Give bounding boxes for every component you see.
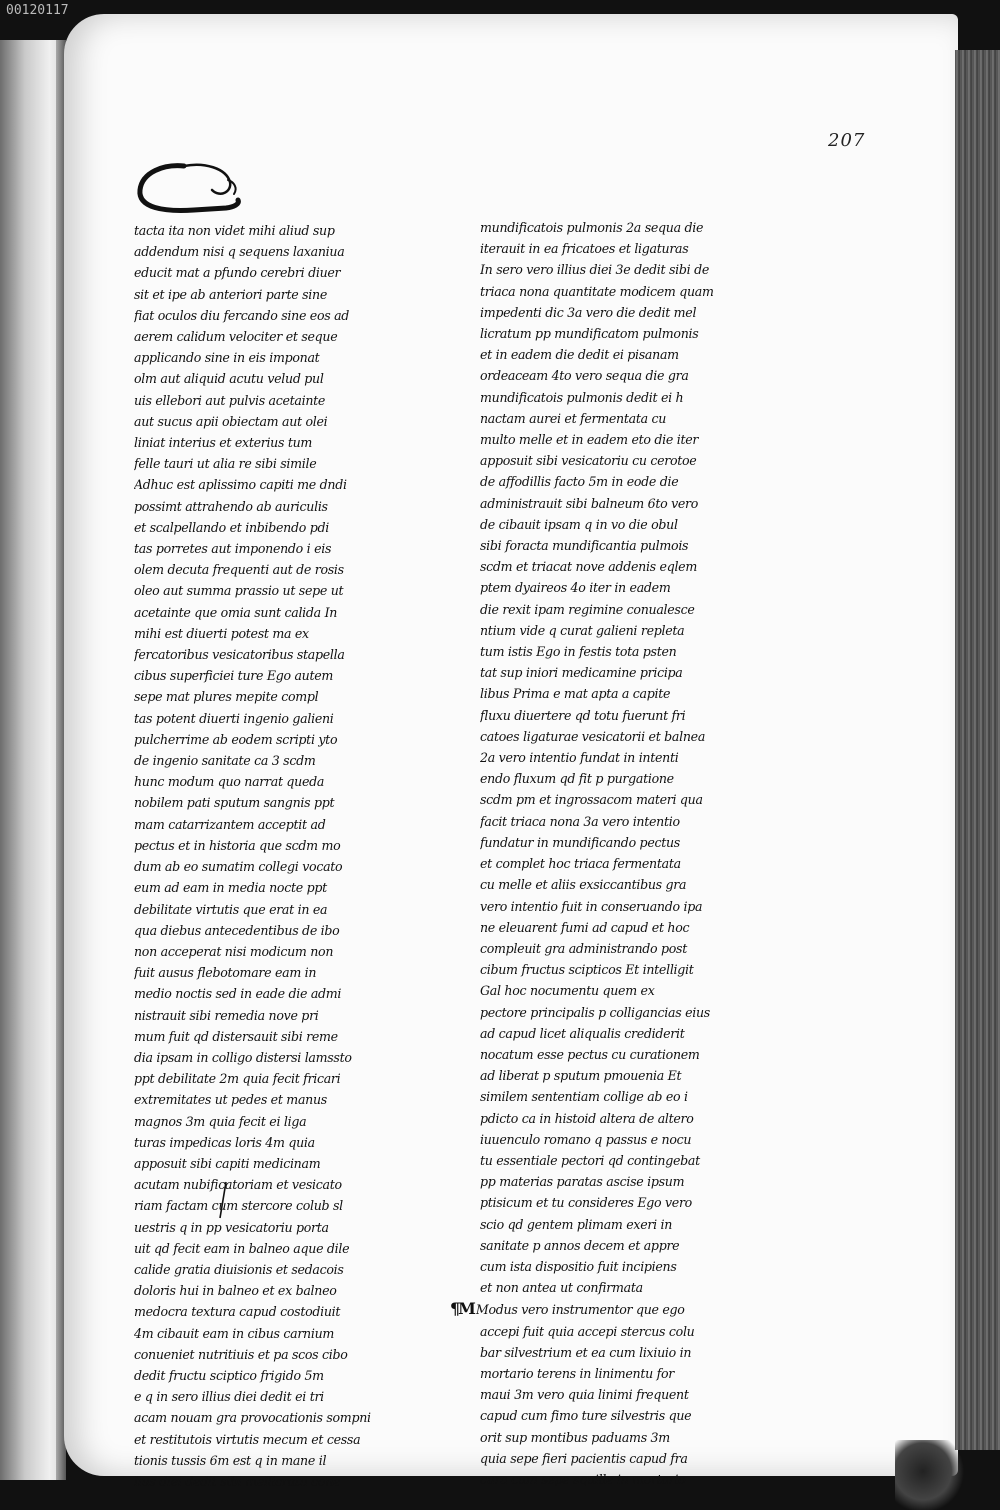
left-column-line: liniat interius et exterius tum <box>134 435 313 451</box>
right-column-line: catoes ligaturae vesicatorii et balnea <box>480 728 706 744</box>
right-column-line: impedenti dic 3a vero die dedit mel <box>480 304 697 320</box>
left-column-line: debilitate virtutis que erat in ea <box>134 901 328 917</box>
decorated-initial <box>134 160 244 216</box>
section-mark: ¶M <box>450 1299 474 1319</box>
right-column-line: scio qd gentem plimam exeri in <box>480 1216 673 1232</box>
right-column-line: tu essentiale pectori qd contingebat <box>480 1152 700 1168</box>
right-column-line: sanitate p annos decem et appre <box>480 1237 680 1253</box>
left-column-line: applicando sine in eis imponat <box>134 350 320 366</box>
left-column-line: dedit fructu sciptico frigido 5m <box>134 1367 324 1383</box>
left-column-line: acam nouam gra provocationis sompni <box>134 1410 371 1426</box>
left-column-line: de ingenio sanitate ca 3 scdm <box>134 753 316 769</box>
right-column-line: administrauit sibi balneum 6to vero <box>480 495 699 511</box>
right-column-line: scdm pm et ingrossacom materi qua <box>480 792 703 808</box>
left-column-line: mihi est diuerti potest ma ex <box>134 625 309 641</box>
left-column-line: addendum nisi q sequens laxaniua <box>134 244 345 260</box>
left-column-line: doloris hui in balneo et ex balneo <box>134 1283 337 1299</box>
left-column-line: sit et ipe ab anteriori parte sine <box>134 286 327 302</box>
right-column-line: et non antea ut confirmata <box>480 1280 643 1296</box>
right-column-line: fundatur in mundificando pectus <box>480 834 680 850</box>
right-column-line: mortario terens in linimentu for <box>480 1365 674 1381</box>
right-column-line: Gal hoc nocumentu quem ex <box>480 983 655 999</box>
left-column-line: et scalpellando et inbibendo pdi <box>134 519 329 535</box>
right-column-line: endo fluxum qd fit p purgatione <box>480 771 674 787</box>
right-column-line: sibi foracta mundificantia pulmois <box>480 538 689 554</box>
right-column-line: licratum pp mundificatom pulmonis <box>480 326 699 342</box>
left-column-line: mum fuit qd distersauit sibi reme <box>134 1028 338 1044</box>
left-column-line: hunc modum quo narrat queda <box>134 774 325 790</box>
right-column-line: iuuenculo romano q passus e nocu <box>480 1131 692 1147</box>
right-column-line: mundificatois pulmonis 2a sequa die <box>480 220 704 235</box>
right-column-line: tat sup iniori medicamine pricipa <box>480 665 683 681</box>
left-column-line: uit qd fecit eam in balneo aque dile <box>134 1240 350 1256</box>
left-column-line: dia ipsam in colligo distersi lamssto <box>134 1049 352 1065</box>
right-column-line: ntium vide q curat galieni repleta <box>480 622 685 638</box>
left-column-line: calide gratia diuisionis et sedacois <box>134 1261 344 1277</box>
left-column-line: eum ad eam in media nocte ppt <box>134 880 327 896</box>
right-column-line: pectore principalis p colligancias eius <box>480 1004 710 1020</box>
right-column-line: In sero vero illius diei 3e dedit sibi de <box>480 262 709 278</box>
left-column-line: non acceperat nisi modicum non <box>134 943 334 959</box>
right-column-line: ad liberat p sputum pmouenia Et <box>480 1068 682 1084</box>
right-column-line: facit triaca nona 3a vero intentio <box>480 813 680 829</box>
left-column-line: pectus et in historia que scdm mo <box>134 837 341 853</box>
left-column-line: qua diebus antecedentibus de ibo <box>134 922 340 938</box>
right-column-line: et in eadem die dedit ei pisanam <box>480 347 679 363</box>
left-column-line: medocra textura capud costodiuit <box>134 1304 341 1320</box>
right-column-line: maui 3m vero quia linimi frequent <box>480 1387 689 1403</box>
left-column-line: mam catarrizantem acceptit ad <box>134 816 326 832</box>
left-column-line: magnos 3m quia fecit ei liga <box>134 1113 307 1129</box>
right-column-line: apposuit sibi vesicatoriu cu cerotoe <box>480 453 697 469</box>
right-column-line: orit sup montibus paduams 3m <box>480 1429 670 1445</box>
left-column-line: tas porretes aut imponendo i eis <box>134 541 332 557</box>
right-column-line: scdm et triacat nove addenis eqlem <box>480 559 697 575</box>
left-column-line: uestris q in pp vesicatoriu porta <box>134 1219 329 1235</box>
right-column-line: die rexit ipam regimine conualesce <box>480 601 695 617</box>
right-column-line: ¶M Modus vero instrumentor que ego <box>450 1299 685 1319</box>
right-column-line: cum ista dispositio fuit incipiens <box>480 1258 677 1274</box>
right-column-line: libus Prima e mat apta a capite <box>480 686 671 702</box>
left-column-line: riam factam cum stercore colub sl <box>134 1198 343 1214</box>
right-column-line: bar silvestrium et ea cum lixiuio in <box>480 1344 692 1360</box>
left-column-line: tionis tussis 6m est q in mane il <box>134 1452 327 1468</box>
right-column-line: vero intentio fuit in conseruando ipa <box>480 898 703 914</box>
left-column-line: fiat oculos diu fercando sine eos ad <box>134 307 350 323</box>
right-column-line: nocatum esse pectus cu curationem <box>480 1046 700 1062</box>
left-column-line: tas potent diuerti ingenio galieni <box>134 710 334 726</box>
left-column-line: pulcherrime ab eodem scripti yto <box>134 731 338 747</box>
right-column-line: cu melle et aliis exsiccantibus gra <box>480 877 687 893</box>
right-column-line: ptisicum et tu consideres Ego vero <box>480 1195 692 1211</box>
right-column-line: similem sententiam collige ab eo i <box>480 1089 688 1105</box>
frame-number-label: 00120117 <box>0 0 75 22</box>
left-text-column <box>134 220 379 1492</box>
facing-page-edge <box>0 40 62 1480</box>
left-column-line: Adhuc est aplissimo capiti me dndi <box>134 477 347 493</box>
left-column-line: nobilem pati sputum sangnis ppt <box>134 795 335 811</box>
right-column-line: tum istis Ego in festis tota psten <box>480 644 677 660</box>
thumb-shadow <box>895 1440 965 1510</box>
left-column-line: olem decuta frequenti aut de rosis <box>134 562 344 578</box>
left-column-line: extremitates ut pedes et manus <box>134 1092 327 1108</box>
left-column-line: oleo aut summa prassio ut sepe ut <box>134 583 344 599</box>
right-column-line: ne eleuarent fumi ad capud et hoc <box>480 919 690 935</box>
left-column-line: fercatoribus vesicatoribus stapella <box>134 647 345 663</box>
right-column-line: multo melle et in eadem eto die iter <box>480 432 699 448</box>
initial-letter: C <box>134 160 135 161</box>
right-column-line: ordeaceam 4to vero sequa die gra <box>480 368 689 384</box>
left-column-line: aerem calidum velociter et seque <box>134 329 338 345</box>
right-column-line: de cibauit ipsam q in vo die obul <box>480 516 678 532</box>
right-column-line: iterauit in ea fricatoes et ligaturas <box>480 241 689 257</box>
left-column-line: conueniet nutritiuis et pa scos cibo <box>134 1346 348 1362</box>
right-column-line: quia sepe fieri pacientis capud fra <box>480 1450 688 1466</box>
right-column-line: cura cum sepe squille in mortario <box>480 1471 686 1487</box>
left-column-line: apposuit sibi capiti medicinam <box>134 1155 321 1171</box>
left-column-line: dum ab eo sumatim collegi vocato <box>134 859 343 875</box>
right-column-line: fluxu diuertere qd totu fuerunt fri <box>480 707 686 723</box>
right-column-line: ptem dyaireos 4o iter in eadem <box>480 580 671 596</box>
left-column-line: lius diei dedit sibi mellicratu cone <box>134 1473 341 1489</box>
left-column-line: olm aut aliquid acutu velud pul <box>134 371 324 387</box>
right-column-line: mundificatois pulmonis dedit ei h <box>480 389 684 405</box>
right-column-line: ad capud licet aliqualis crediderit <box>480 1025 685 1041</box>
left-column-line: aut sucus apii obiectam aut olei <box>134 413 328 429</box>
descender-flourish <box>214 1180 234 1220</box>
left-column-line: 4m cibauit eam in cibus carnium <box>134 1325 335 1341</box>
left-column-line: turas impedicas loris 4m quia <box>134 1134 315 1150</box>
right-column-line: nactam aurei et fermentata cu <box>480 410 667 426</box>
left-column-line: ppt debilitate 2m quia fecit fricari <box>134 1071 341 1087</box>
left-column-line: fuit ausus flebotomare eam in <box>134 965 317 981</box>
right-column-line: et complet hoc triaca fermentata <box>480 856 681 872</box>
left-column-line: e q in sero illius diei dedit ei tri <box>134 1389 324 1405</box>
left-column-line: medio noctis sed in eade die admi <box>134 986 342 1002</box>
right-column-line: 2a vero intentio fundat in intenti <box>480 750 679 766</box>
right-column-line: triaca nona quantitate modicem quam <box>480 283 714 299</box>
left-column-line: sepe mat plures mepite compl <box>134 689 319 705</box>
left-column-line: acetainte que omia sunt calida In <box>134 604 338 620</box>
left-column-line: nistrauit sibi remedia nove pri <box>134 1007 319 1023</box>
left-column-line: et restitutois virtutis mecum et cessa <box>134 1431 361 1447</box>
left-column-line: felle tauri ut alia re sibi simile <box>134 456 317 472</box>
right-column-line: accepi fuit quia accepi stercus colu <box>480 1323 695 1339</box>
folio-number: 207 <box>828 130 866 151</box>
right-column-line: de affodillis facto 5m in eode die <box>480 474 679 490</box>
left-column-line: uis ellebori aut pulvis acetainte <box>134 392 326 408</box>
right-column-line: cibum fructus scipticos Et intelligit <box>480 962 694 978</box>
right-column-line: compleuit gra administrando post <box>480 940 687 956</box>
left-column-line: educit mat a pfundo cerebri diuer <box>134 265 341 281</box>
right-column-line: pp materias paratas ascise ipsum <box>480 1174 685 1190</box>
right-text-column <box>450 217 725 1490</box>
page-block-edge <box>955 50 1000 1450</box>
right-column-line: capud cum fimo ture silvestris que <box>480 1408 692 1424</box>
left-column-line: acutam nubificatoriam et vesicato <box>134 1177 342 1193</box>
left-column-line: cibus superficiei ture Ego autem <box>134 668 334 684</box>
right-column-line: pdicto ca in histoid altera de altero <box>480 1110 694 1126</box>
left-column-line: possimt attrahendo ab auriculis <box>134 498 328 514</box>
left-column-line: tacta ita non videt mihi aliud sup <box>134 223 335 238</box>
